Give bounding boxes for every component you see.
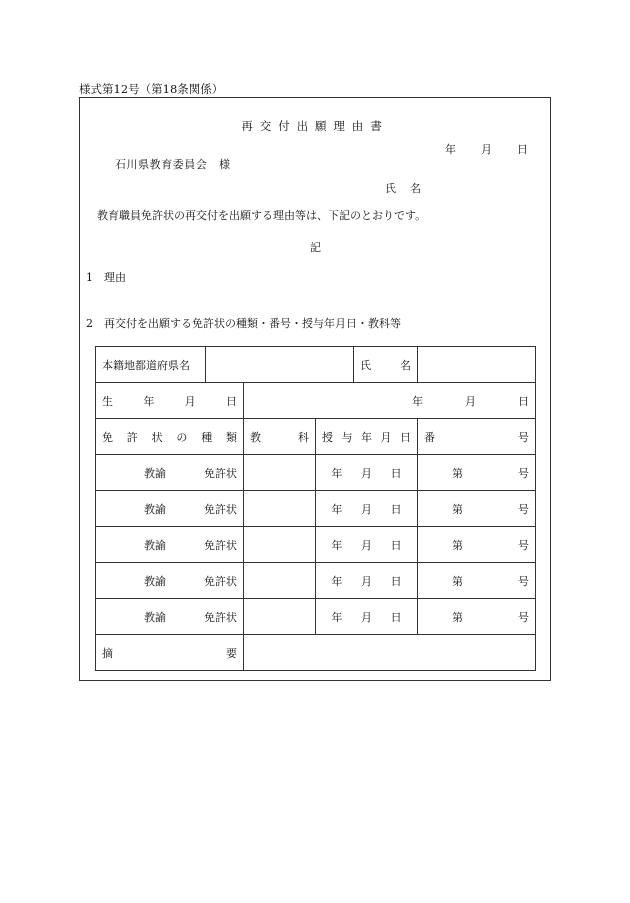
- birth-char-4: 日: [225, 394, 237, 408]
- year-label: 年: [445, 143, 456, 156]
- license-row: [96, 455, 536, 491]
- number-prefix: 第: [452, 610, 464, 624]
- name-field[interactable]: [418, 347, 536, 383]
- type-char-1: 免: [102, 430, 113, 444]
- subject-field[interactable]: [244, 563, 316, 599]
- type-header: [96, 419, 244, 455]
- column-header-row: [96, 419, 536, 455]
- grant-month: 月: [361, 502, 372, 516]
- birth-day: 日: [518, 394, 530, 408]
- name-char-2: 名: [410, 182, 421, 195]
- license-type-cell[interactable]: [96, 599, 244, 635]
- birth-char-3: 月: [184, 394, 196, 408]
- grant-year: 年: [331, 466, 343, 480]
- grant-char-4: 月: [380, 430, 392, 444]
- number-prefix: 第: [452, 502, 464, 516]
- license-row: [96, 563, 536, 599]
- grant-month: 月: [361, 610, 372, 624]
- name-char-1: 氏: [360, 358, 372, 372]
- document-title: 再交付出願理由書: [241, 119, 389, 133]
- month-label: 月: [481, 143, 492, 156]
- birth-year: 年: [412, 394, 424, 408]
- license-row: [96, 491, 536, 527]
- grant-date-field[interactable]: [316, 563, 418, 599]
- number-header: [418, 419, 536, 455]
- birth-date-field[interactable]: [244, 383, 536, 419]
- grant-date-field[interactable]: [316, 527, 418, 563]
- teacher-label: 教諭: [144, 538, 166, 552]
- grant-month: 月: [361, 538, 372, 552]
- grant-char-3: 年: [361, 430, 372, 444]
- item-reason: 1 理由: [86, 271, 126, 284]
- license-label: 免許状: [204, 610, 237, 624]
- honseki-label: 本籍地都道府県名: [96, 347, 206, 383]
- grant-day: 日: [390, 538, 402, 552]
- birth-row: [96, 383, 536, 419]
- grant-day: 日: [390, 610, 402, 624]
- teacher-label: 教諭: [144, 610, 166, 624]
- remarks-row: [96, 635, 536, 671]
- license-label: 免許状: [204, 466, 237, 480]
- license-number-field[interactable]: [418, 599, 536, 635]
- grant-month: 月: [361, 574, 372, 588]
- type-char-5: 種: [201, 430, 213, 444]
- grant-date-field[interactable]: [316, 599, 418, 635]
- subject-char-2: 科: [298, 430, 309, 444]
- applicant-name-label: [385, 180, 435, 196]
- grant-year: 年: [331, 574, 343, 588]
- grant-date-header: [316, 419, 418, 455]
- license-type-cell[interactable]: [96, 563, 244, 599]
- license-row: [96, 599, 536, 635]
- license-type-cell[interactable]: [96, 527, 244, 563]
- grant-year: 年: [331, 538, 343, 552]
- license-number-field[interactable]: [418, 455, 536, 491]
- item-license-details: 2 再交付を出願する免許状の種類・番号・授与年月日・教科等: [86, 317, 401, 330]
- remarks-label: [96, 635, 244, 671]
- honseki-row: [96, 347, 536, 383]
- number-suffix: 号: [518, 502, 530, 516]
- subject-field[interactable]: [244, 599, 316, 635]
- birth-month: 月: [465, 394, 477, 408]
- grant-date-field[interactable]: [316, 491, 418, 527]
- license-number-field[interactable]: [418, 491, 536, 527]
- number-suffix: 号: [518, 466, 530, 480]
- birth-char-2: 年: [143, 394, 155, 408]
- license-label: 免許状: [204, 538, 237, 552]
- birth-char-1: 生: [102, 394, 113, 408]
- grant-char-2: 与: [341, 430, 353, 444]
- teacher-label: 教諭: [144, 574, 166, 588]
- submission-date: [445, 141, 553, 157]
- license-row: [96, 527, 536, 563]
- number-prefix: 第: [452, 538, 464, 552]
- honseki-field[interactable]: [206, 347, 354, 383]
- license-number-field[interactable]: [418, 563, 536, 599]
- type-char-6: 類: [225, 430, 237, 444]
- subject-field[interactable]: [244, 455, 316, 491]
- number-suffix: 号: [518, 610, 530, 624]
- name-char-2: 名: [400, 358, 412, 372]
- ki-heading: 記: [310, 241, 321, 254]
- number-suffix: 号: [518, 574, 530, 588]
- name-label-cell: [354, 347, 418, 383]
- type-char-2: 許: [126, 430, 138, 444]
- license-label: 免許状: [204, 502, 237, 516]
- grant-month: 月: [361, 466, 372, 480]
- grant-day: 日: [390, 502, 402, 516]
- remarks-char-1: 摘: [102, 646, 113, 660]
- teacher-label: 教諭: [144, 502, 166, 516]
- grant-char-5: 日: [400, 430, 411, 444]
- type-char-3: 状: [151, 430, 163, 444]
- birth-label-cell: [96, 383, 244, 419]
- number-suffix: 号: [518, 538, 530, 552]
- license-number-field[interactable]: [418, 527, 536, 563]
- subject-header: [244, 419, 316, 455]
- addressee: 石川県教育委員会 様: [115, 158, 231, 171]
- teacher-label: 教諭: [144, 466, 166, 480]
- license-table: [95, 346, 536, 671]
- subject-field[interactable]: [244, 527, 316, 563]
- number-char-2: 号: [518, 430, 530, 444]
- day-label: 日: [517, 143, 528, 156]
- name-char-1: 氏: [385, 182, 396, 195]
- grant-year: 年: [331, 610, 343, 624]
- grant-year: 年: [331, 502, 343, 516]
- license-type-cell[interactable]: [96, 455, 244, 491]
- remarks-char-2: 要: [226, 646, 237, 660]
- grant-day: 日: [390, 466, 402, 480]
- remarks-field[interactable]: [244, 635, 536, 671]
- license-type-cell[interactable]: [96, 491, 244, 527]
- type-char-4: の: [176, 430, 188, 444]
- grant-day: 日: [390, 574, 402, 588]
- grant-date-field[interactable]: [316, 455, 418, 491]
- subject-char-1: 教: [250, 430, 261, 444]
- number-prefix: 第: [452, 466, 464, 480]
- grant-char-1: 授: [322, 430, 333, 444]
- number-char-1: 番: [424, 430, 436, 444]
- license-label: 免許状: [204, 574, 237, 588]
- body-text: 教育職員免許状の再交付を出願する理由等は、下記のとおりです。: [97, 209, 427, 222]
- number-prefix: 第: [452, 574, 464, 588]
- subject-field[interactable]: [244, 491, 316, 527]
- form-number-label: 様式第12号（第18条関係）: [79, 82, 224, 96]
